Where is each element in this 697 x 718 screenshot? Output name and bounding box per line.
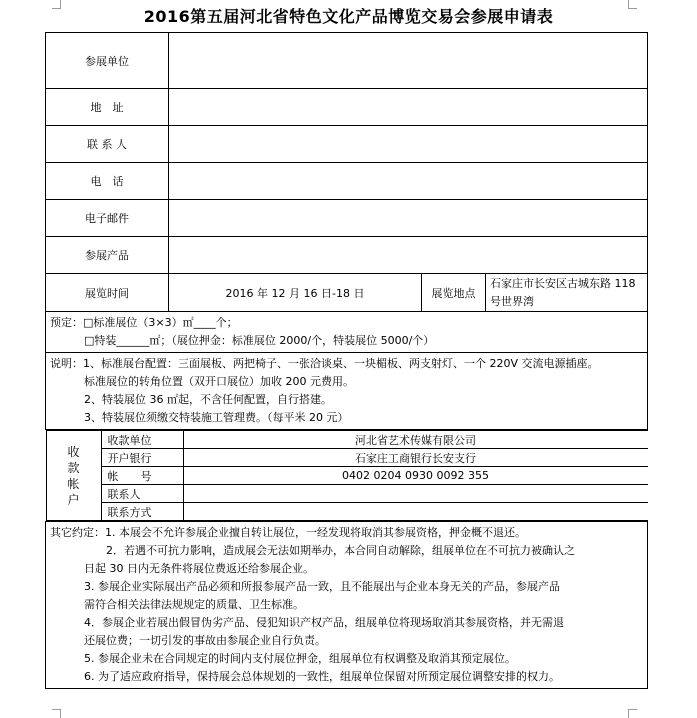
- phone-field[interactable]: [169, 163, 648, 200]
- place-value: 石家庄市长安区古城东路 118 号世界湾: [486, 274, 648, 312]
- time-value: 2016 年 12 月 16 日-18 日: [169, 274, 422, 312]
- payment-table: [46, 430, 648, 521]
- payment-contact-label: 联系人: [101, 485, 183, 503]
- bank-value: 石家庄工商银行长安支行: [183, 449, 648, 467]
- contact-label: 联 系 人: [46, 126, 169, 163]
- booking-row: [46, 312, 648, 353]
- payment-row: [46, 430, 648, 522]
- notes-line: 说明：1、标准展台配置：三面展板、两把椅子、一张洽谈桌、一块楣板、两支射灯、一个 220V 交流电源插座。: [50, 357, 599, 370]
- terms-line: 还展位费；一切引发的事故由参展企业自行负责。: [84, 634, 326, 647]
- time-label: 展览时间: [46, 274, 169, 312]
- payment-phone-value[interactable]: [183, 503, 648, 521]
- exhibitor-field[interactable]: [169, 33, 648, 89]
- contact-field[interactable]: [169, 126, 648, 163]
- email-label: 电子邮件: [46, 200, 169, 237]
- product-label: 参展产品: [46, 237, 169, 274]
- exhibitor-label: 参展单位: [46, 33, 169, 89]
- product-row: [46, 237, 648, 274]
- contact-row: [46, 126, 648, 163]
- place-label: 展览地点: [422, 274, 486, 312]
- payment-contact-value[interactable]: [183, 485, 648, 503]
- address-label: 地 址: [46, 89, 169, 126]
- email-row: [46, 200, 648, 237]
- terms-line: 3. 参展企业实际展出产品必须和所报参展产品一致，且不能展出与企业本身无关的产品，参展产品: [84, 580, 560, 593]
- booking-line: 预定：□标准展位（3×3）㎡____个；: [50, 316, 238, 329]
- payment-phone-label: 联系方式: [101, 503, 183, 521]
- page-title: 2016第五届河北省特色文化产品博览交易会参展申请表: [143, 7, 554, 26]
- terms-line: 2．若遇不可抗力影响，造成展会无法如期举办，本合同自动解除，组展单位在不可抗力被确认之: [106, 544, 575, 557]
- terms-line: 5. 参展企业未在合同规定的时间内支付展位押金，组展单位有权调整及取消其预定展位。: [84, 652, 516, 665]
- booking-line: □特装______㎡；（展位押金：标准展位 2000/个，特装展位 5000/个）: [84, 334, 435, 347]
- bank-label: 开户银行: [101, 449, 183, 467]
- payee-label: 收款单位: [101, 431, 183, 449]
- account-label: 帐 号: [101, 467, 183, 485]
- terms-row: [46, 522, 648, 689]
- payment-container: [46, 430, 648, 522]
- terms-block: [46, 522, 648, 689]
- terms-line: 需符合相关法律法规规定的质量、卫生标准。: [84, 598, 304, 611]
- payee-value: 河北省艺术传媒有限公司: [183, 431, 648, 449]
- email-field[interactable]: [169, 200, 648, 237]
- schedule-row: [46, 274, 648, 312]
- account-value: 0402 0204 0930 0092 355: [183, 467, 648, 485]
- terms-line: 其它约定：1. 本展会不允许参展企业擅自转让展位，一经发现将取消其参展资格，押金概不退还。: [50, 526, 526, 539]
- application-form: [45, 32, 648, 689]
- notes-row: [46, 353, 648, 430]
- phone-row: [46, 163, 648, 200]
- terms-line: 4．参展企业若展出假冒伪劣产品、侵犯知识产权产品，组展单位将现场取消其参展资格，并无需退: [84, 616, 564, 629]
- phone-label: 电 话: [46, 163, 169, 200]
- address-row: [46, 89, 648, 126]
- notes-block: [46, 353, 648, 430]
- notes-line: 2、特装展位 36 ㎡起，不含任何配置，自行搭建。: [84, 393, 332, 406]
- exhibitor-row: [46, 33, 648, 89]
- product-field[interactable]: [169, 237, 648, 274]
- notes-line: 3、特装展位须缴交特装施工管理费。（每平米 20 元）: [84, 411, 349, 424]
- payment-side-label: 收 款 帐 户: [46, 431, 101, 521]
- terms-line: 6. 为了适应政府指导，保持展会总体规划的一致性，组展单位保留对所预定展位调整安排的权力。: [84, 670, 560, 683]
- notes-line: 标准展位的转角位置（双开口展位）加收 200 元费用。: [84, 375, 354, 388]
- address-field[interactable]: [169, 89, 648, 126]
- terms-line: 日起 30 日内无条件将展位费返还给参展企业。: [84, 562, 314, 575]
- booking-block: [46, 312, 648, 353]
